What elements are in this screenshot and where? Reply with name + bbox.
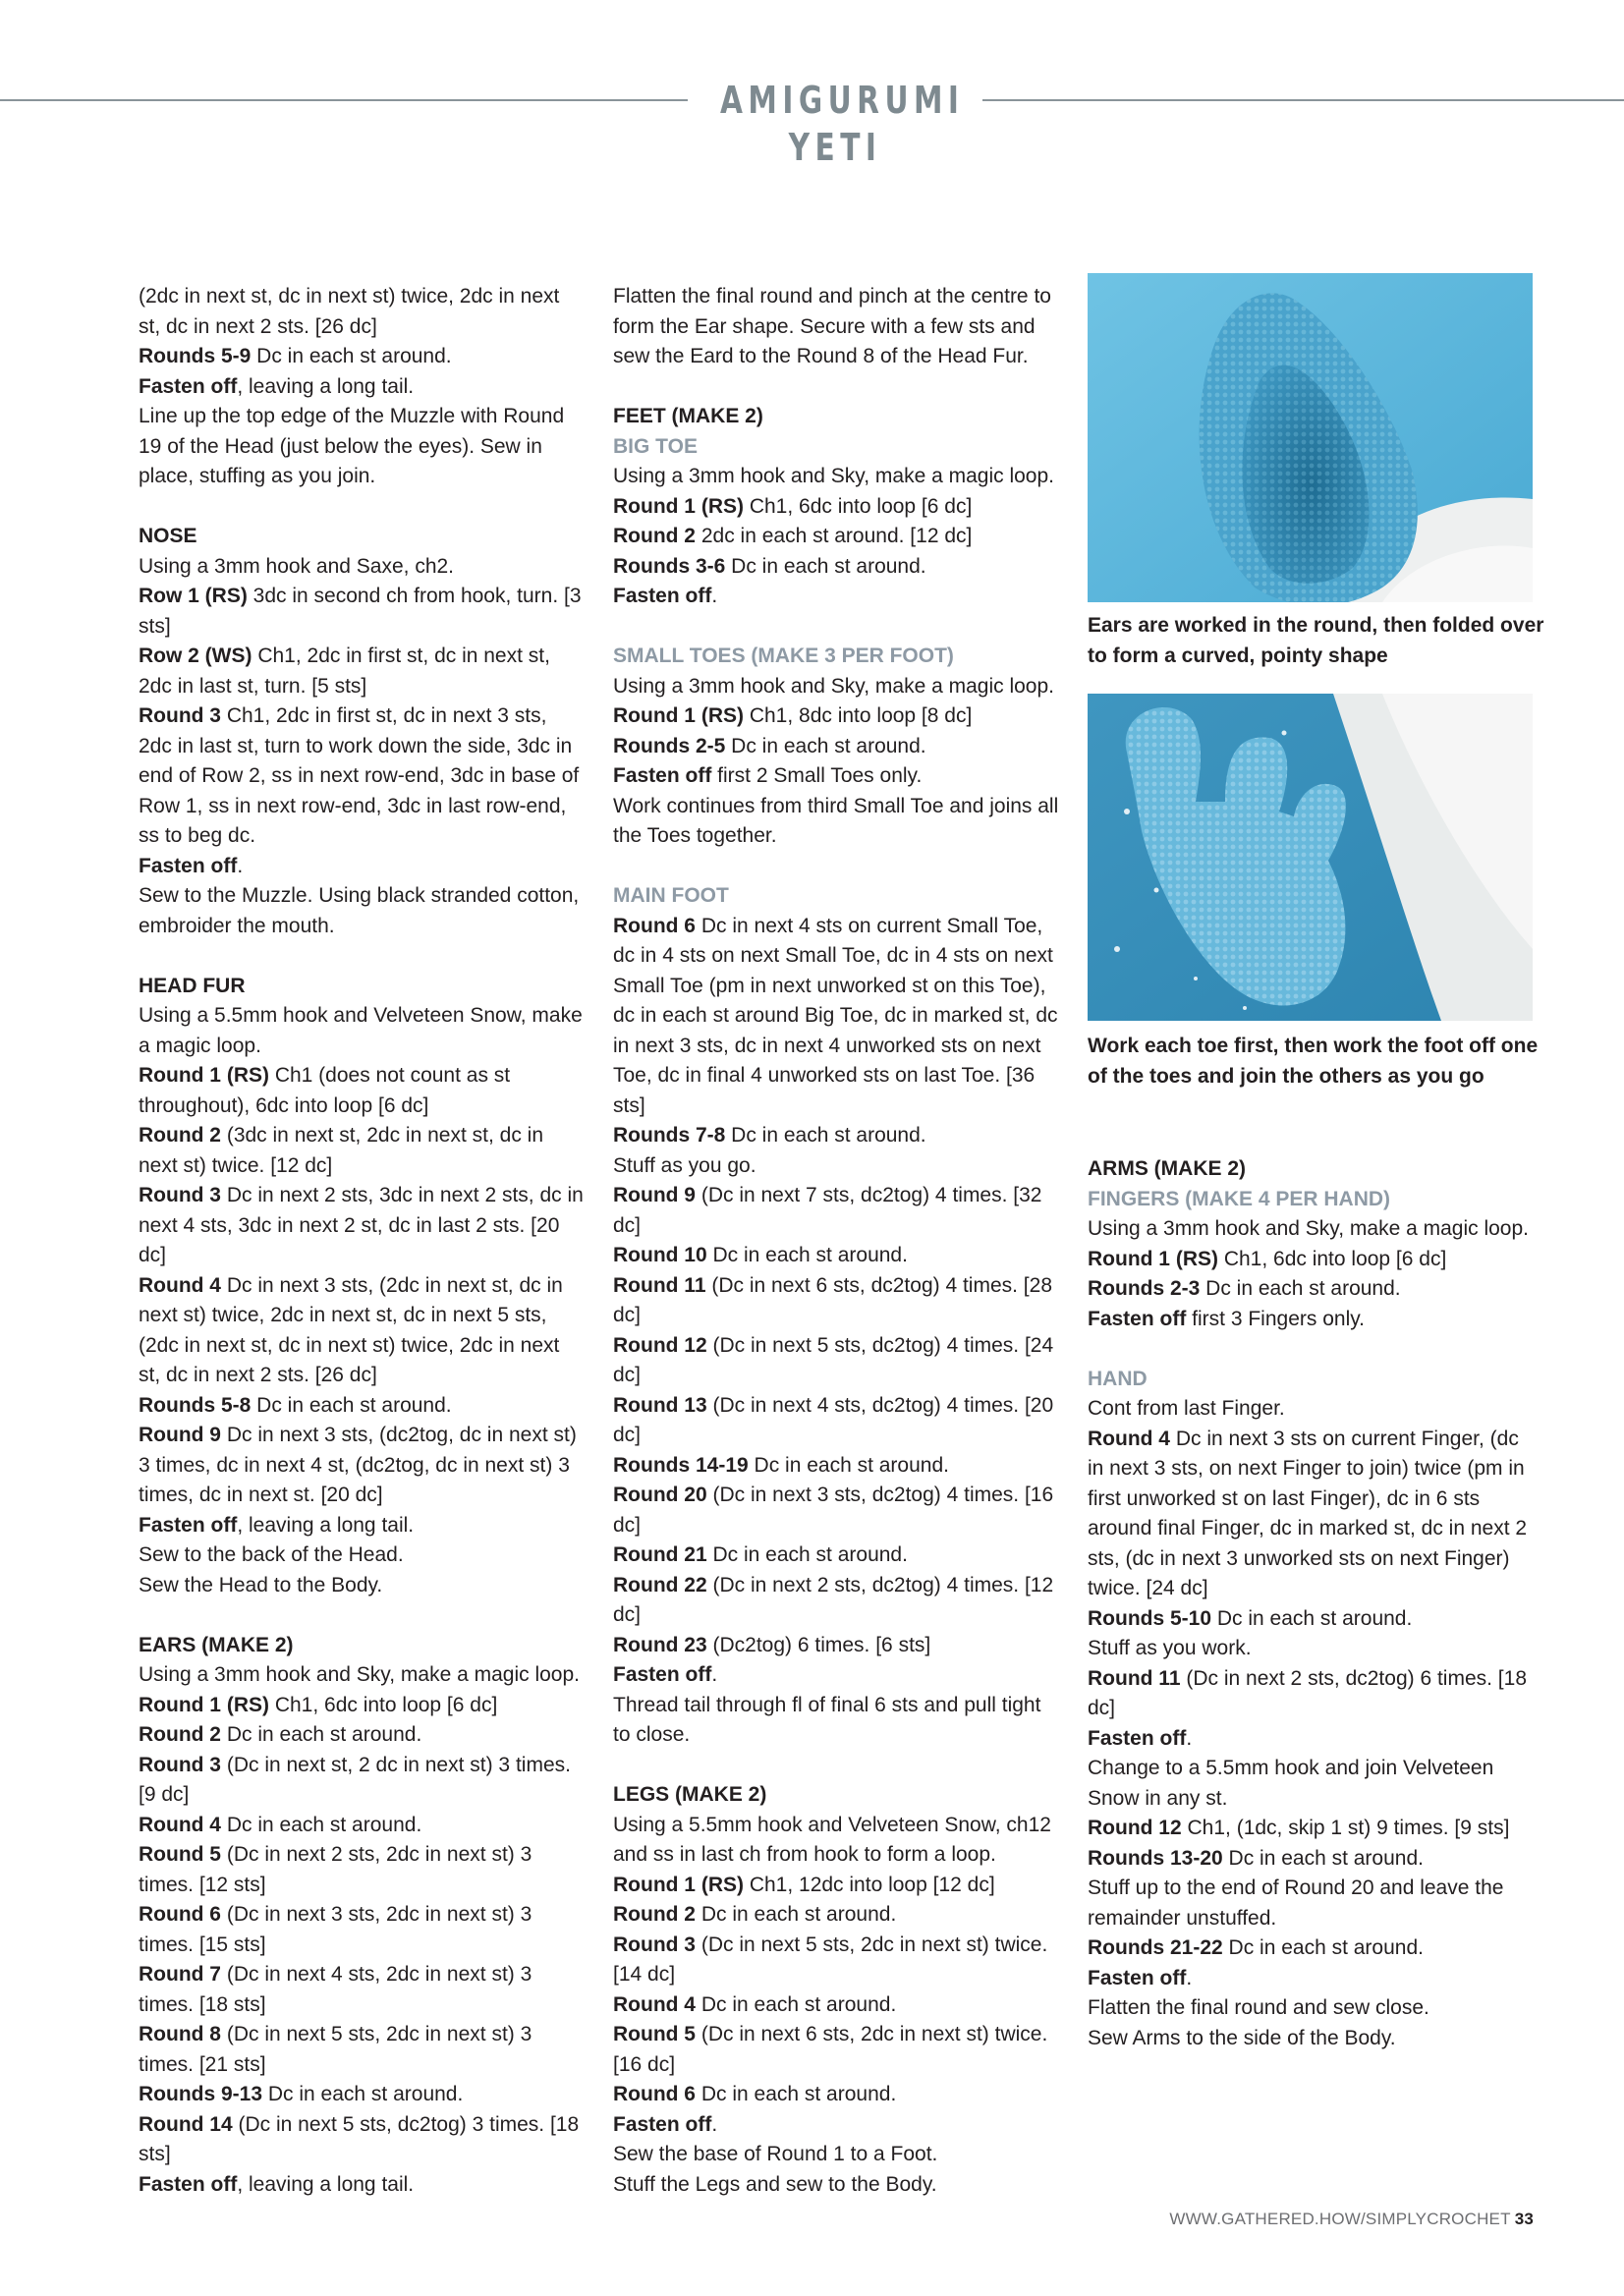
instruction-line: [139, 582, 586, 642]
instruction-text: Dc in next 2 sts, 3dc in next 2 sts, dc in next 4 sts, 3dc in next 2 st, dc in last 2 sts. [20 dc]: [139, 1184, 584, 1266]
instruction-line: [139, 2080, 586, 2110]
instruction-label: Rounds 13-20: [1088, 1846, 1223, 1870]
instruction-text: (Dc in next 3 sts, dc2tog) 4 times. [16 dc]: [613, 1484, 1054, 1537]
instruction-text: first 3 Fingers only.: [1186, 1307, 1366, 1330]
instruction-line: [139, 2020, 586, 2080]
instruction-label: Rounds 14-19: [613, 1453, 749, 1477]
instruction-text: Change to a 5.5mm hook and join Velveteen Snow in any st.: [1088, 1757, 1494, 1810]
instruction-line: [1088, 1724, 1535, 1755]
instruction-line: [613, 1241, 1060, 1271]
instruction-text: Using a 3mm hook and Sky, make a magic loop.: [613, 465, 1054, 487]
instruction-label: Round 2: [139, 1723, 221, 1746]
instruction-text: , leaving a long tail.: [237, 1513, 415, 1537]
body-text: [613, 462, 1060, 492]
instruction-text: (Dc in next 2 sts, 2dc in next st) 3 times. [12 sts]: [139, 1843, 532, 1896]
instruction-line: [1088, 1814, 1535, 1844]
instruction-text: (Dc2tog) 6 times. [6 sts]: [706, 1633, 931, 1656]
instruction-line: [613, 2080, 1060, 2110]
instruction-label: Rounds 3-6: [613, 554, 726, 578]
instruction-line: [613, 761, 1060, 792]
instruction-label: Round 1 (RS): [139, 1064, 269, 1087]
instruction-line: [613, 1451, 1060, 1482]
instruction-text: Dc in each st around.: [1222, 1846, 1424, 1870]
instruction-label: Fasten off: [139, 374, 238, 398]
instruction-label: Fasten off: [613, 764, 712, 787]
instruction-text: Dc in each st around.: [725, 734, 926, 757]
instruction-text: (Dc in next st, 2 dc in next st) 3 times. [9 dc]: [139, 1753, 571, 1806]
body-text: [613, 2170, 1060, 2201]
instruction-label: Fasten off: [613, 2112, 712, 2136]
instruction-label: Round 1 (RS): [613, 704, 744, 727]
body-text: [1088, 1993, 1535, 2024]
subsection-heading: SMALL TOES (MAKE 3 PER FOOT): [613, 644, 954, 667]
section-heading: FEET (MAKE 2): [613, 405, 763, 427]
instruction-label: Row 1 (RS): [139, 585, 248, 607]
instruction-line: [613, 552, 1060, 583]
instruction-text: Ch1, 12dc into loop [12 dc]: [743, 1873, 995, 1896]
section-heading: HEAD FUR: [139, 974, 246, 997]
instruction-label: Rounds 2-3: [1088, 1277, 1201, 1300]
instruction-label: Round 14: [139, 2112, 233, 2136]
instruction-text: Dc in next 3 sts, (2dc in next st, dc in next st) twice, 2dc in next st, dc in next 5 sts, (2dc in next st, dc in next st) twice, 2dc in next st, dc in next 2 sts. [26 dc]: [139, 1273, 563, 1386]
instruction-line: [613, 1391, 1060, 1451]
instruction-line: [139, 1720, 586, 1751]
instruction-label: Round 21: [613, 1543, 707, 1566]
instruction-text: Sew the base of Round 1 to a Foot.: [613, 2143, 938, 2165]
instruction-label: Round 6: [613, 914, 696, 937]
instruction-text: Ch1, 6dc into loop [6 dc]: [1217, 1247, 1447, 1270]
instruction-line: [613, 701, 1060, 732]
section-heading: NOSE: [139, 525, 197, 547]
instruction-label: Round 1 (RS): [1088, 1247, 1218, 1270]
instruction-text: Dc in each st around.: [1211, 1606, 1413, 1630]
instruction-line: [139, 2170, 586, 2201]
instruction-line: [139, 1271, 586, 1391]
instruction-line: [139, 1391, 586, 1422]
instruction-line: [613, 1631, 1060, 1661]
instruction-line: [613, 732, 1060, 762]
instruction-label: Fasten off: [613, 1663, 712, 1686]
instruction-line: [613, 492, 1060, 523]
body-text: [139, 1540, 586, 1571]
instruction-label: Row 2 (WS): [139, 644, 252, 667]
paragraph-gap: [139, 1600, 586, 1631]
instruction-text: Thread tail through fl of final 6 sts and pull tight to close.: [613, 1693, 1041, 1746]
instruction-text: Dc in each st around.: [251, 345, 452, 367]
instruction-line: [613, 2020, 1060, 2080]
instruction-text: Sew to the back of the Head.: [139, 1543, 404, 1566]
instruction-line: [1088, 1425, 1535, 1604]
instruction-text: Dc in each st around.: [706, 1543, 908, 1566]
instruction-text: , leaving a long tail.: [237, 2172, 415, 2196]
instruction-label: Round 1 (RS): [139, 1693, 269, 1716]
instruction-label: Round 1 (RS): [613, 1873, 744, 1896]
instruction-label: Round 12: [1088, 1817, 1182, 1839]
instruction-line: [139, 372, 586, 403]
body-text: [613, 672, 1060, 702]
body-text: [613, 792, 1060, 852]
foot-photo-caption: Work each toe first, then work the foot off one of the toes and join the others as you go: [1088, 1035, 1539, 1088]
instruction-label: Round 8: [139, 2023, 221, 2045]
instruction-text: Using a 5.5mm hook and Velveteen Snow, make a magic loop.: [139, 1004, 583, 1057]
instruction-text: .: [1186, 1966, 1193, 1989]
instruction-text: (Dc in next 3 sts, 2dc in next st) 3 times. [15 sts]: [139, 1903, 532, 1956]
text-column-3: [1088, 1154, 1535, 2053]
body-text: [139, 1571, 586, 1601]
header-rule-right: [982, 99, 1624, 101]
text-column-2: [613, 282, 1060, 2200]
instruction-label: Round 9: [139, 1424, 221, 1446]
instruction-label: Round 10: [613, 1244, 707, 1266]
instruction-line: [1088, 1933, 1535, 1964]
body-text: [1088, 1394, 1535, 1425]
instruction-line: [613, 1871, 1060, 1901]
instruction-line: [613, 1271, 1060, 1331]
instruction-label: Round 3: [139, 704, 221, 727]
body-text: [1088, 1754, 1535, 1814]
instruction-text: .: [1186, 1726, 1193, 1750]
instruction-text: Dc in next 3 sts on current Finger, (dc in next 3 sts, on next Finger to join) twice (pm in first unworked st on last Finger), dc in 6 sts around final Finger, dc in marked st, dc in next 2 sts, (dc in next 3 unworked sts on next Finger) twice. [24 dc]: [1088, 1427, 1528, 1599]
instruction-text: Dc in each st around.: [221, 1813, 422, 1836]
instruction-line: [613, 1481, 1060, 1540]
instruction-line: [139, 1181, 586, 1271]
instruction-text: Dc in next 4 sts on current Small Toe, dc in 4 sts on next Small Toe, dc in 4 sts on next Small Toe (pm in next unworked st on this Toe), dc in each st around Big Toe, dc in marked st, dc in next 3 sts, dc in next 4 unworked sts on next Toe, dc in final 4 unworked sts on last Toe. [36 sts]: [613, 914, 1058, 1117]
body-text: [613, 1151, 1060, 1182]
instruction-line: [1088, 1274, 1535, 1305]
body-text: [139, 1660, 586, 1691]
instruction-line: [139, 1691, 586, 1721]
instruction-label: Fasten off: [139, 1513, 238, 1537]
instruction-line: [139, 642, 586, 701]
section-heading: LEGS (MAKE 2): [613, 1783, 767, 1806]
ear-photo-caption: Ears are worked in the round, then folded over to form a curved, pointy shape: [1088, 614, 1544, 667]
body-text: [139, 282, 586, 342]
instruction-line: [613, 1571, 1060, 1631]
instruction-text: (Dc in next 5 sts, 2dc in next st) 3 times. [21 sts]: [139, 2023, 532, 2076]
instruction-text: Ch1, 6dc into loop [6 dc]: [743, 494, 973, 518]
instruction-label: Round 7: [139, 1963, 221, 1986]
instruction-text: (Dc in next 2 sts, dc2tog) 6 times. [18 dc]: [1088, 1666, 1527, 1719]
body-text: [139, 881, 586, 941]
instruction-text: Sew the Head to the Body.: [139, 1573, 383, 1596]
instruction-label: Fasten off: [139, 854, 238, 877]
footer-url[interactable]: WWW.GATHERED.HOW/SIMPLYCROCHET: [1169, 2210, 1511, 2228]
instruction-label: Round 4: [613, 1992, 696, 2016]
instruction-text: (Dc in next 6 sts, dc2tog) 4 times. [28 dc]: [613, 1273, 1052, 1326]
instruction-label: Round 2: [613, 525, 696, 547]
instruction-line: [1088, 1604, 1535, 1635]
instruction-line: [613, 2110, 1060, 2141]
subsection-heading: BIG TOE: [613, 434, 698, 458]
paragraph-gap: [139, 941, 586, 972]
instruction-text: Dc in each st around.: [696, 1903, 897, 1926]
instruction-label: Round 9: [613, 1184, 696, 1206]
instruction-line: [613, 1900, 1060, 1931]
page-footer: [1169, 2210, 1534, 2229]
instruction-text: Flatten the final round and pinch at the centre to form the Ear shape. Secure with a few sts and sew the Eard to the Round 8 of the Head Fur.: [613, 285, 1051, 367]
instruction-text: .: [237, 854, 244, 877]
instruction-label: Round 6: [139, 1903, 221, 1926]
instruction-text: (3dc in next st, 2dc in next st, dc in next st) twice. [12 dc]: [139, 1124, 543, 1177]
instruction-text: Flatten the final round and sew close.: [1088, 1996, 1429, 2019]
section-heading: ARMS (MAKE 2): [1088, 1157, 1246, 1180]
subsection-heading: HAND: [1088, 1367, 1148, 1390]
instruction-label: Fasten off: [139, 2172, 238, 2196]
instruction-label: Rounds 9-13: [139, 2083, 263, 2105]
body-text: [613, 1691, 1060, 1751]
instruction-text: Dc in each st around.: [1222, 1936, 1424, 1959]
instruction-text: (Dc in next 4 sts, 2dc in next st) 3 times. [18 sts]: [139, 1963, 532, 2016]
instruction-line: [139, 701, 586, 852]
instruction-text: (Dc in next 5 sts, 2dc in next st) twice. [14 dc]: [613, 1932, 1048, 1986]
text-column-1: [139, 282, 586, 2200]
paragraph-gap: [139, 492, 586, 523]
instruction-label: Round 2: [613, 1903, 696, 1926]
instruction-label: Round 23: [613, 1633, 707, 1656]
instruction-text: (Dc in next 7 sts, dc2tog) 4 times. [32 dc]: [613, 1184, 1042, 1237]
instruction-text: , leaving a long tail.: [237, 374, 415, 398]
instruction-text: (Dc in next 2 sts, dc2tog) 4 times. [12 dc]: [613, 1573, 1054, 1626]
instruction-text: .: [711, 2112, 718, 2136]
instruction-text: Line up the top edge of the Muzzle with Round 19 of the Head (just below the eyes). Sew in place, stuffing as you join.: [139, 405, 565, 487]
instruction-text: Using a 3mm hook and Saxe, ch2.: [139, 554, 455, 578]
instruction-text: Ch1 (does not count as st throughout), 6dc into loop [6 dc]: [139, 1064, 511, 1117]
instruction-line: [139, 1511, 586, 1541]
instruction-label: Round 6: [613, 2083, 696, 2105]
instruction-label: Fasten off: [613, 585, 712, 607]
instruction-text: (Dc in next 6 sts, 2dc in next st) twice. [16 dc]: [613, 2023, 1048, 2076]
body-text: [613, 282, 1060, 372]
instruction-label: Fasten off: [1088, 1307, 1187, 1330]
instruction-line: [1088, 1844, 1535, 1875]
instruction-text: Dc in each st around.: [696, 1992, 897, 2016]
instruction-line: [139, 342, 586, 372]
instruction-line: [139, 1840, 586, 1900]
instruction-text: Dc in each st around.: [221, 1723, 422, 1746]
instruction-line: [139, 852, 586, 882]
instruction-text: Ch1, 2dc in first st, dc in next st, 2dc in last st, turn. [5 sts]: [139, 644, 550, 698]
instruction-label: Round 4: [139, 1273, 221, 1297]
body-text: [1088, 1634, 1535, 1664]
instruction-line: [613, 1181, 1060, 1241]
instruction-label: Fasten off: [1088, 1726, 1187, 1750]
instruction-label: Round 13: [613, 1393, 707, 1417]
instruction-line: [1088, 1664, 1535, 1724]
instruction-text: (Dc in next 5 sts, dc2tog) 3 times. [18 sts]: [139, 2112, 580, 2165]
instruction-label: Round 5: [613, 2023, 696, 2045]
instruction-line: [613, 1990, 1060, 2021]
instruction-line: [139, 1121, 586, 1181]
instruction-line: [613, 1540, 1060, 1571]
instruction-line: [139, 1421, 586, 1511]
instruction-line: [613, 1660, 1060, 1691]
instruction-text: (Dc in next 4 sts, dc2tog) 4 times. [20 dc]: [613, 1393, 1054, 1446]
instruction-text: Dc in each st around.: [251, 1393, 452, 1417]
instruction-text: Using a 3mm hook and Sky, make a magic loop.: [1088, 1217, 1529, 1240]
instruction-line: [1088, 1964, 1535, 1994]
instruction-label: Round 3: [139, 1184, 221, 1206]
instruction-line: [139, 1061, 586, 1121]
instruction-line: [613, 522, 1060, 552]
instruction-text: Dc in each st around.: [262, 2083, 464, 2105]
instruction-text: Dc in each st around.: [725, 554, 926, 578]
instruction-text: Using a 3mm hook and Sky, make a magic loop.: [139, 1663, 580, 1686]
instruction-text: 3dc in second ch from hook, turn. [3 sts]: [139, 585, 582, 638]
body-text: [1088, 1214, 1535, 1245]
instruction-line: [613, 582, 1060, 612]
instruction-text: Stuff up to the end of Round 20 and leave the remainder unstuffed.: [1088, 1876, 1504, 1930]
instruction-label: Fasten off: [1088, 1966, 1187, 1989]
instruction-label: Round 1 (RS): [613, 494, 744, 518]
instruction-text: 2dc in each st around. [12 dc]: [696, 525, 973, 547]
instruction-text: Stuff the Legs and sew to the Body.: [613, 2172, 937, 2196]
instruction-label: Round 22: [613, 1573, 707, 1596]
body-text: [139, 402, 586, 492]
subsection-heading: MAIN FOOT: [613, 884, 729, 907]
instruction-line: [139, 1811, 586, 1841]
instruction-line: [139, 1960, 586, 2020]
instruction-label: Rounds 5-10: [1088, 1606, 1212, 1630]
instruction-text: .: [711, 1663, 718, 1686]
instruction-text: .: [711, 585, 718, 607]
instruction-text: Ch1, 2dc in first st, dc in next 3 sts, 2dc in last st, turn to work down the side, 3dc in end of Row 2, ss in next row-end, 3dc in base of Row 1, ss in next row-end, 3dc in last row-end, ss to beg dc.: [139, 704, 580, 847]
instruction-text: first 2 Small Toes only.: [711, 764, 923, 787]
instruction-label: Round 11: [1088, 1666, 1181, 1690]
instruction-text: Dc in each st around.: [706, 1244, 908, 1266]
instruction-text: Using a 5.5mm hook and Velveteen Snow, ch12 and ss in last ch from hook to form a loop.: [613, 1813, 1051, 1866]
instruction-text: Cont from last Finger.: [1088, 1397, 1285, 1420]
instruction-text: Stuff as you go.: [613, 1153, 756, 1177]
instruction-line: [613, 1931, 1060, 1990]
instruction-text: Dc in each st around.: [696, 2083, 897, 2105]
ear-photo: [1088, 273, 1533, 602]
body-text: [613, 2140, 1060, 2170]
instruction-text: Ch1, (1dc, skip 1 st) 9 times. [9 sts]: [1181, 1817, 1510, 1839]
body-text: [1088, 2024, 1535, 2054]
instruction-text: Dc in each st around.: [1200, 1277, 1401, 1300]
instruction-text: Dc in each st around.: [725, 1124, 926, 1147]
instruction-label: Rounds 21-22: [1088, 1936, 1223, 1959]
body-text: [139, 552, 586, 583]
instruction-label: Round 3: [139, 1753, 221, 1776]
subsection-heading: FINGERS (MAKE 4 PER HAND): [1088, 1187, 1391, 1210]
instruction-label: Round 11: [613, 1273, 706, 1297]
paragraph-gap: [1088, 1334, 1535, 1365]
instruction-line: [139, 2110, 586, 2170]
instruction-label: Round 3: [613, 1932, 696, 1956]
instruction-text: Work continues from third Small Toe and joins all the Toes together.: [613, 794, 1059, 847]
paragraph-gap: [613, 1751, 1060, 1781]
instruction-text: Stuff as you work.: [1088, 1637, 1252, 1659]
body-text: [613, 1811, 1060, 1871]
instruction-label: Rounds 7-8: [613, 1124, 726, 1147]
instruction-text: Ch1, 8dc into loop [8 dc]: [743, 704, 973, 727]
instruction-text: Dc in next 3 sts, (dc2tog, dc in next st) 3 times, dc in next 4 st, (dc2tog, dc in next st) 3 times, dc in next st. [20 dc]: [139, 1424, 577, 1506]
instruction-text: Ch1, 6dc into loop [6 dc]: [268, 1693, 498, 1716]
instruction-label: Round 20: [613, 1484, 707, 1506]
header-rule-left: [0, 99, 688, 101]
instruction-label: Round 5: [139, 1843, 221, 1866]
instruction-text: Sew to the Muzzle. Using black stranded cotton, embroider the mouth.: [139, 884, 580, 937]
instruction-text: Using a 3mm hook and Sky, make a magic loop.: [613, 674, 1054, 698]
instruction-label: Rounds 5-8: [139, 1393, 252, 1417]
instruction-line: [139, 1900, 586, 1960]
instruction-line: [613, 1121, 1060, 1151]
instruction-label: Round 4: [1088, 1427, 1170, 1450]
instruction-line: [1088, 1305, 1535, 1335]
instruction-line: [613, 912, 1060, 1122]
instruction-text: (2dc in next st, dc in next st) twice, 2dc in next st, dc in next 2 sts. [26 dc]: [139, 285, 560, 338]
body-text: [139, 1001, 586, 1061]
paragraph-gap: [613, 372, 1060, 403]
instruction-text: Sew Arms to the side of the Body.: [1088, 2026, 1396, 2049]
instruction-text: (Dc in next 5 sts, dc2tog) 4 times. [24 dc]: [613, 1333, 1054, 1386]
page-number: 33: [1514, 2210, 1534, 2228]
instruction-label: Round 4: [139, 1813, 221, 1836]
instruction-line: [613, 1331, 1060, 1391]
instruction-line: [139, 1751, 586, 1811]
instruction-text: Dc in each st around.: [748, 1453, 949, 1477]
page-header-title: AMIGURUMI YETI: [720, 79, 965, 169]
paragraph-gap: [613, 852, 1060, 882]
instruction-line: [1088, 1245, 1535, 1275]
foot-photo: [1088, 694, 1533, 1021]
instruction-label: Round 2: [139, 1124, 221, 1147]
instruction-label: Rounds 5-9: [139, 345, 252, 367]
instruction-label: Rounds 2-5: [613, 734, 726, 757]
instruction-label: Round 12: [613, 1333, 707, 1357]
body-text: [1088, 1874, 1535, 1933]
section-heading: EARS (MAKE 2): [139, 1633, 294, 1656]
paragraph-gap: [613, 612, 1060, 643]
